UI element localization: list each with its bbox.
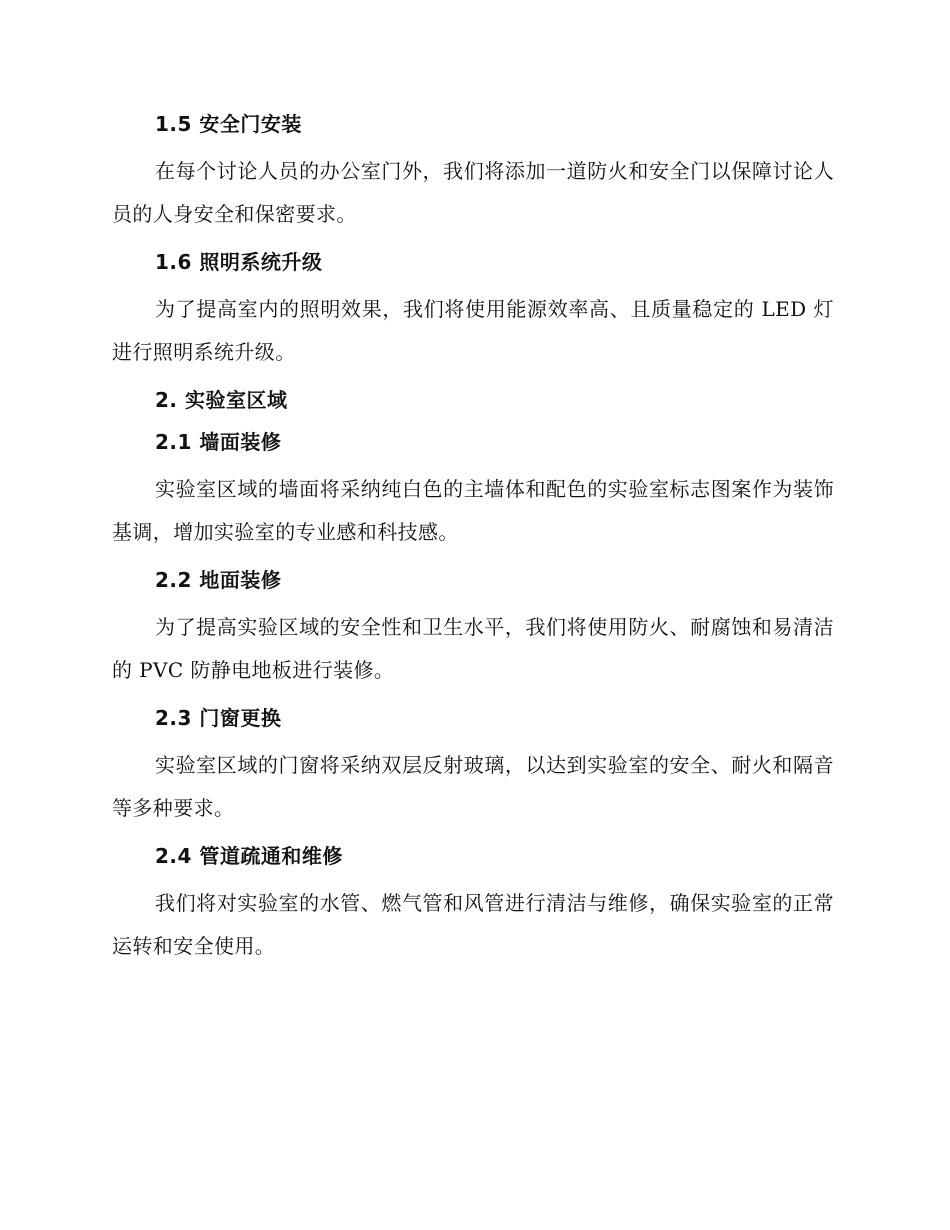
section-body-2-2: 为了提高实验区域的安全性和卫生水平，我们将使用防火、耐腐蚀和易清洁的 PVC 防静电地板进行装修。 [112, 615, 834, 682]
section-body-1-6: 为了提高室内的照明效果，我们将使用能源效率高、且质量稳定的 LED 灯进行照明系统升级。 [112, 297, 834, 364]
section-heading-1-5: 1.5 安全门安装 [155, 112, 302, 136]
section-heading-1-6: 1.6 照明系统升级 [155, 250, 323, 274]
document-page [112, 108, 834, 978]
section-heading-2-1: 2.1 墙面装修 [155, 430, 282, 454]
section-body-1-5: 在每个讨论人员的办公室门外，我们将添加一道防火和安全门以保障讨论人员的人身安全和保密要求。 [112, 159, 834, 226]
section-heading-2: 2. 实验室区域 [155, 388, 288, 412]
section-heading-2-4: 2.4 管道疏通和维修 [155, 844, 343, 868]
section-body-2-4: 我们将对实验室的水管、燃气管和风管进行清洁与维修，确保实验室的正常运转和安全使用。 [112, 891, 834, 958]
section-body-2-3: 实验室区域的门窗将采纳双层反射玻璃，以达到实验室的安全、耐火和隔音等多种要求。 [112, 753, 834, 820]
section-heading-2-2: 2.2 地面装修 [155, 568, 282, 592]
section-heading-2-3: 2.3 门窗更换 [155, 706, 282, 730]
section-body-2-1: 实验室区域的墙面将采纳纯白色的主墙体和配色的实验室标志图案作为装饰基调，增加实验室的专业感和科技感。 [112, 477, 834, 544]
